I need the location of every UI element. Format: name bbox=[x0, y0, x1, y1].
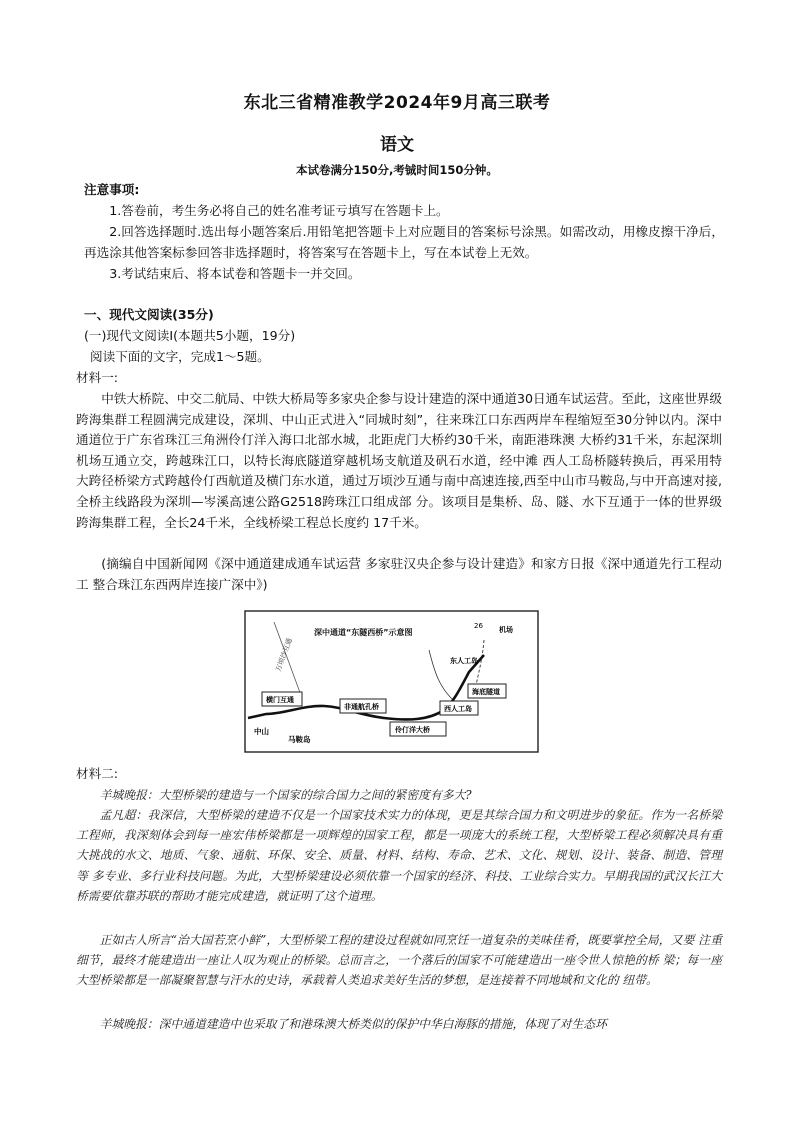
diagram-title: 深中通道“东隧西桥”示意图 bbox=[314, 628, 413, 637]
exam-info: 本试卷满分150分,考铖时间150分钟。 bbox=[296, 163, 498, 177]
section-subheading: (一)现代文阅读Ⅰ(本题共5小题，19分) bbox=[84, 328, 296, 343]
notes-item-3: 3.考试结束后、将本试卷和答题卡一并交回。 bbox=[109, 266, 361, 281]
diagram-label-tunnel: 海底隧道 bbox=[472, 688, 500, 696]
material1-body: 中铁大桥院、中交二航局、中铁大桥局等多家央企参与设计建造的深中通道30日通车试运营。至此，这座世界级跨海集群工程圆满完成建设，深圳、中山正式进入“同城时刻”，往来珠江口东西两岸车程缩短至30分钟以内。深中通道位于广东省珠江三角洲伶仃洋入海口北部水城，北距虎门大桥约30千米，南距港珠澳 大桥约31千米，东起深圳机场互通立交，跨越珠江口，以特长海底隧道穿越机场支航道及矾石水道，经中滩 西人工岛桥隧转换后，再采用特大跨径桥梁方式跨越伶仃西航道及横门东水道，通过万顷沙互通与南中高速连接,西至中山市马鞍岛,与中开高速对接,全桥主线路段为深圳—岑溪高速公路G2518跨珠江口组成部 分。该项目是集桥、岛、隧、水下互通于一体的世界级跨海集群工程，全长24千米，全线桥梁工程总长度约 17千米。 bbox=[76, 391, 722, 530]
diagram-label-airport: 机场 bbox=[499, 626, 513, 634]
diagram-label-zhongshan: 中山 bbox=[254, 727, 269, 736]
material2-answer-1: 孟凡超：我深信，大型桥梁的建造不仅是一个国家技术实力的体现，更是其综合国力和文明进步的象征。作为一名桥梁工程师，我深刻体会到每一座宏伟桥梁都是一项辉煌的国家工程，都是一项庞大的系统工程，大型桥梁工程必须解决具有重大挑战的水文、地质、气象、通航、环保、安全、质量、材料、结构、寿命、艺术、文化、规划、设计、装备、制造、管理等 多专业、多行业科技问题。为此，大型桥梁建设必须依靠一个国家的经济、科技、工业综合实力。早期我国的武汉长江大 桥需要依靠苏联的帮助才能完成建造，就证明了这个道理。 bbox=[76, 808, 722, 903]
section-heading: 一、现代文阅读(35分) bbox=[84, 307, 214, 322]
diagram-label-hengmen: 横门互通 bbox=[266, 696, 294, 704]
subject-title: 语文 bbox=[380, 135, 414, 155]
material2-label: 材料二: bbox=[76, 766, 119, 781]
shenzhong-diagram bbox=[244, 610, 539, 753]
diagram-label-water: 万顷沙互通 bbox=[274, 637, 294, 673]
notes-item-1: 1.答卷前，考生务必将自己的姓名准考证亏填写在答题卡上。 bbox=[109, 203, 449, 218]
material2-answer-2: 正如古人所言“治大国若烹小鲜”，大型桥梁工程的建设过程就如同烹饪一道复杂的美味佳肴，既要掌控全局，又要 注重细节，最终才能建造出一座让人叹为观止的桥梁。总而言之，一个落后的国家不可能建造出一座令世人惊艳的桥 梁；每一座大型桥梁都是一部凝聚智慧与汗水的史诗，承载着人类追求美好生活的梦想，是连接着不同地域和文化的 纽带。 bbox=[76, 933, 722, 988]
diagram-label-feitong: 非通航孔桥 bbox=[344, 703, 379, 711]
diagram-label-lingding: 伶仃洋大桥 bbox=[395, 726, 430, 734]
material1-label: 材料一: bbox=[76, 370, 119, 385]
material2-question-1: 羊城晚报：大型桥梁的建造与一个国家的综合国力之间的紧密度有多大? bbox=[99, 788, 472, 802]
diagram-label-num: 26 bbox=[474, 622, 483, 630]
section-instruction: 阅读下面的文字，完成1～5题。 bbox=[90, 349, 270, 364]
diagram-label-east-island: 东人工岛 bbox=[450, 657, 478, 665]
diagram-label-maan: 马鞍岛 bbox=[288, 735, 311, 744]
exam-title: 东北三省精准教学2024年9月高三联考 bbox=[243, 93, 551, 113]
material1-source: (摘编自中国新闻网《深中通道建成通车试运营 多家驻汉央企参与设计建造》和家方日报《深中通道先行工程动工 整合珠江东西两岸连接广深中》) bbox=[76, 556, 722, 592]
diagram-label-west-island: 西人工岛 bbox=[444, 705, 472, 713]
notes-heading: 注意事项: bbox=[84, 182, 140, 197]
notes-item-2: 2.回答选择题时.选出每小题答案后.用铅笔把答题卡上对应题目的答案标号涂黑。如需改动，用橡皮擦干净后，再选涂其他答案标参回答非选择题时，将答案写在答题卡上，写在本试卷上无效。 bbox=[84, 224, 724, 260]
material2-question-2: 羊城晚报：深中通道建造中也采取了和港珠澳大桥类似的保护中华白海豚的措施，体现了对生态环 bbox=[99, 1017, 607, 1031]
